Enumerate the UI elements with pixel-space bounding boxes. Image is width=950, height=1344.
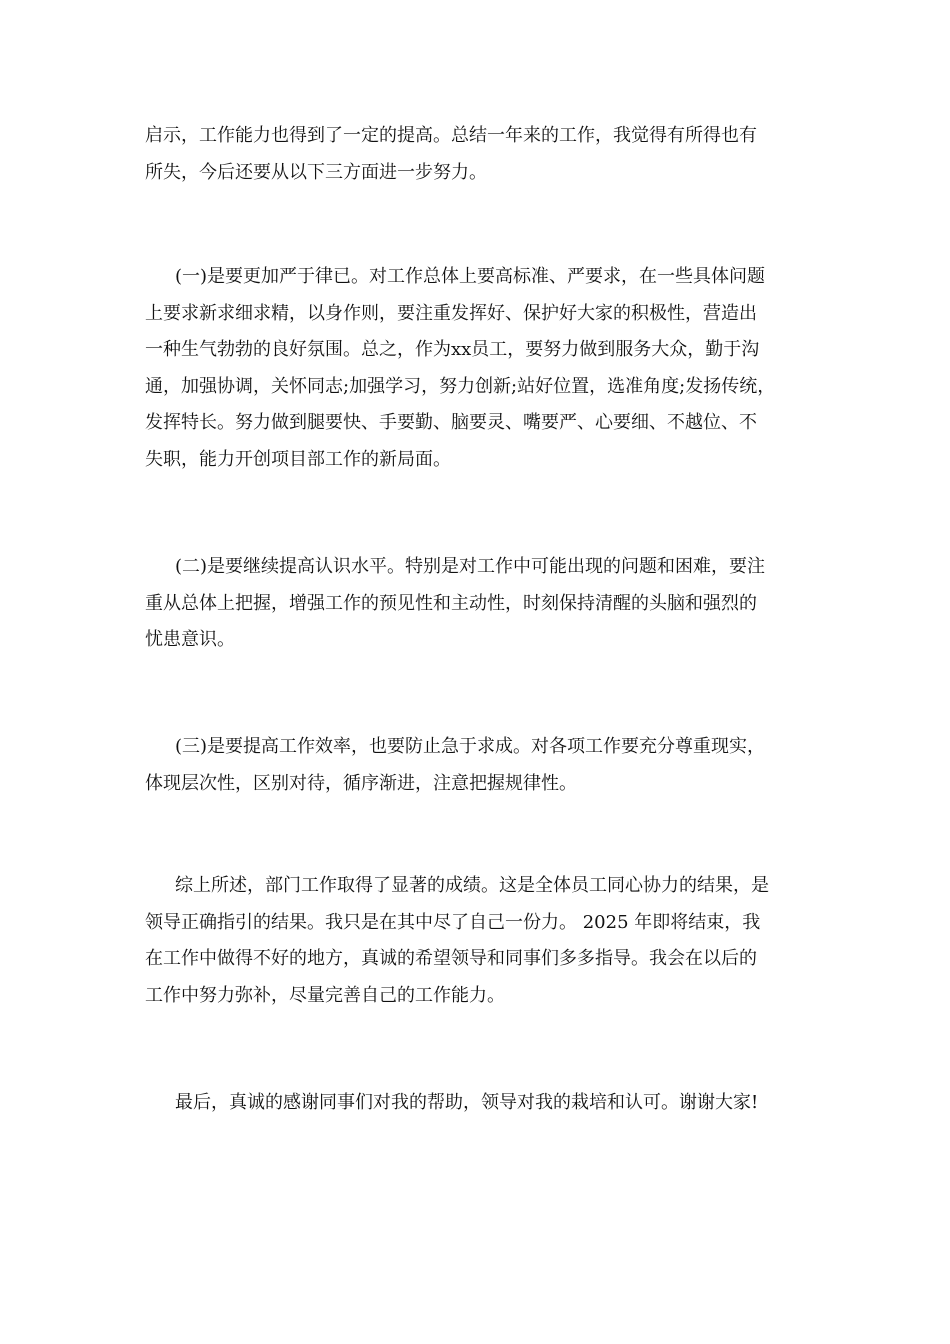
paragraph-point-two bbox=[145, 549, 825, 659]
text-line: (二)是要继续提高认识水平。特别是对工作中可能出现的问题和困难，要注 bbox=[175, 556, 766, 577]
text-line: 重从总体上把握，增强工作的预见性和主动性，时刻保持清醒的头脑和强烈的 bbox=[145, 592, 757, 614]
text-line: 领导正确指引的结果。我只是在其中尽了自己一份力。 2025 年即将结束，我 bbox=[145, 911, 761, 933]
text-line: 启示，工作能力也得到了一定的提高。总结一年来的工作，我觉得有所得也有 bbox=[145, 125, 757, 146]
text-line: 通，加强协调，关怀同志;加强学习，努力创新;站好位置，选准角度;发扬传统， bbox=[145, 375, 776, 397]
text-line: 最后，真诚的感谢同事们对我的帮助，领导对我的栽培和认可。谢谢大家! bbox=[175, 1092, 759, 1113]
text-line: 一种生气勃勃的良好氛围。总之，作为xx员工，要努力做到服务大众，勤于沟 bbox=[145, 339, 760, 360]
paragraph-closing bbox=[145, 1085, 825, 1122]
paragraph-intro bbox=[145, 118, 825, 191]
text-line: 体现层次性，区别对待，循序渐进，注意把握规律性。 bbox=[145, 772, 577, 794]
text-line: 忧患意识。 bbox=[145, 629, 235, 650]
text-line: 失职，能力开创项目部工作的新局面。 bbox=[145, 448, 451, 470]
text-line: 上要求新求细求精，以身作则，要注重发挥好、保护好大家的积极性，营造出 bbox=[145, 302, 757, 324]
text-line: (三)是要提高工作效率，也要防止急于求成。对各项工作要充分尊重现实， bbox=[175, 736, 766, 757]
text-line: (一)是要更加严于律已。对工作总体上要高标准、严要求，在一些具体问题 bbox=[175, 266, 766, 287]
paragraph-summary bbox=[145, 868, 825, 1014]
paragraph-point-three bbox=[145, 729, 825, 802]
text-line: 综上所述，部门工作取得了显著的成绩。这是全体员工同心协力的结果，是 bbox=[175, 875, 769, 896]
paragraph-point-one bbox=[145, 259, 825, 478]
text-line: 在工作中做得不好的地方，真诚的希望领导和同事们多多指导。我会在以后的 bbox=[145, 948, 757, 969]
text-line: 所失，今后还要从以下三方面进一步努力。 bbox=[145, 161, 487, 183]
text-line: 发挥特长。努力做到腿要快、手要勤、脑要灵、嘴要严、心要细、不越位、不 bbox=[145, 412, 757, 433]
text-line: 工作中努力弥补，尽量完善自己的工作能力。 bbox=[145, 984, 505, 1006]
